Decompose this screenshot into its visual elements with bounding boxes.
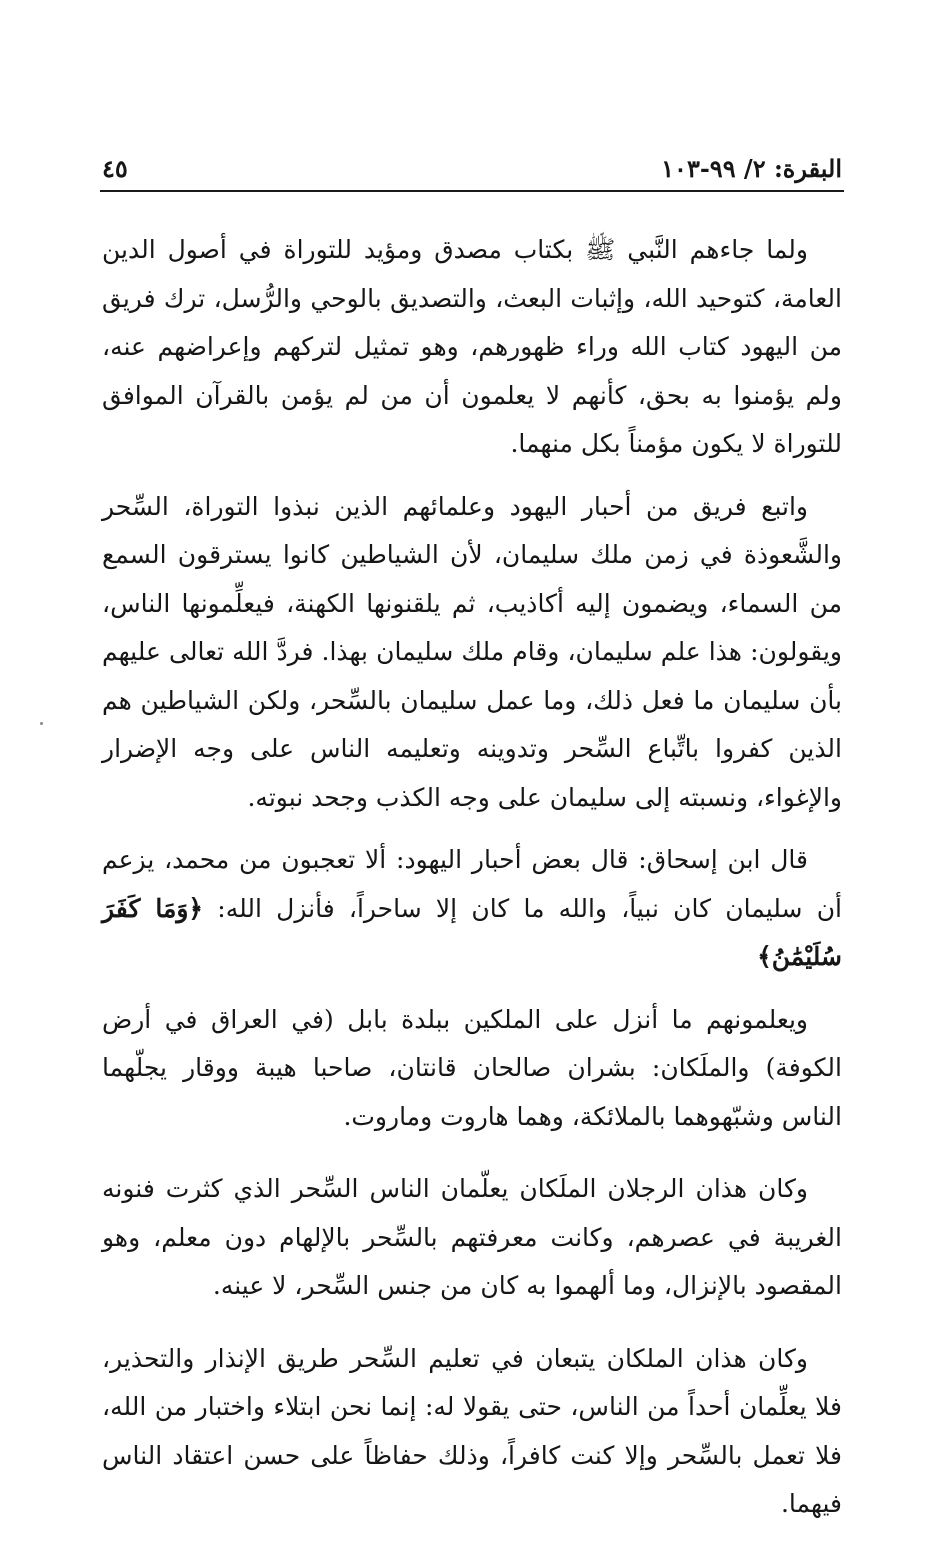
paragraph-3	[102, 836, 842, 982]
quran-quote: ﴿وَمَا كَفَرَ سُلَيْمَٰنُ﴾	[102, 893, 842, 971]
paragraph-1: ولما جاءهم النَّبي ﷺ بكتاب مصدق ومؤيد للتوراة في أصول الدين العامة، كتوحيد الله، وإثبات البعث، والتصديق بالوحي والرُّسل، ترك فريق من اليهود كتاب الله وراء ظهورهم، وهو تمثيل لتركهم وإعراضهم عنه، ولم يؤمنوا به بحق، كأنهم لا يعلمون أن من لم يؤمن بالقرآن الموافق للتوراة لا يكون مؤمناً بكل منهما.	[102, 235, 842, 458]
header-rule	[100, 190, 844, 192]
paragraph-5: وكان هذان الرجلان الملَكان يعلّمان الناس السِّحر الذي كثرت فنونه الغريبة في عصرهم، وكانت معرفتهم بالسِّحر بالإلهام دون معلم، وهو المقصود بالإنزال، وما ألهموا به كان من جنس السِّحر، لا عينه.	[102, 1174, 842, 1300]
paragraph-4: ويعلمونهم ما أنزل على الملكين ببلدة بابل (في العراق في أرض الكوفة) والملَكان: بشران صالحان قانتان، صاحبا هيبة ووقار يجلّهما الناس وشبّهوهما بالملائكة، وهما هاروت وماروت.	[102, 1004, 842, 1131]
paragraph-6: وكان هذان الملكان يتبعان في تعليم السِّحر طريق الإنذار والتحذير، فلا يعلِّمان أحداً من الناس، حتى يقولا له: إنما نحن ابتلاء واختبار من الله، فلا تعمل بالسِّحر وإلا كنت كافراً، وذلك حفاظاً على حسن اعتقاد الناس فيهما.	[102, 1343, 842, 1518]
running-head	[102, 148, 842, 188]
running-title: البقرة: ٢/ ٩٩-١٠٣	[661, 154, 842, 183]
paragraph-2: واتبع فريق من أحبار اليهود وعلمائهم الذين نبذوا التوراة، السِّحر والشَّعوذة في زمن ملك سليمان، لأن الشياطين كانوا يسترقون السمع من السماء، ويضمون إليه أكاذيب، ثم يلقنونها الكهنة، فيعلِّمونها الناس، ويقولون: هذا علم سليمان، وقام ملك سليمان بهذا. فردَّ الله تعالى عليهم بأن سليمان ما فعل ذلك، وما عمل سليمان بالسِّحر، ولكن الشياطين هم الذين كفروا باتِّباع السِّحر وتدوينه وتعليمه الناس على وجه الإضرار والإغواء، ونسبته إلى سليمان على وجه الكذب وجحد نبوته.	[102, 491, 842, 812]
body-text	[102, 226, 842, 1543]
scan-speck	[40, 722, 43, 725]
ibn-ishaq-text: قال ابن إسحاق: قال بعض أحبار اليهود: ألا تعجبون من محمد، يزعم أن سليمان كان نبياً، والله ما كان إلا ساحراً، فأنزل الله:	[102, 845, 842, 923]
page-number: ٤٥	[102, 154, 128, 183]
